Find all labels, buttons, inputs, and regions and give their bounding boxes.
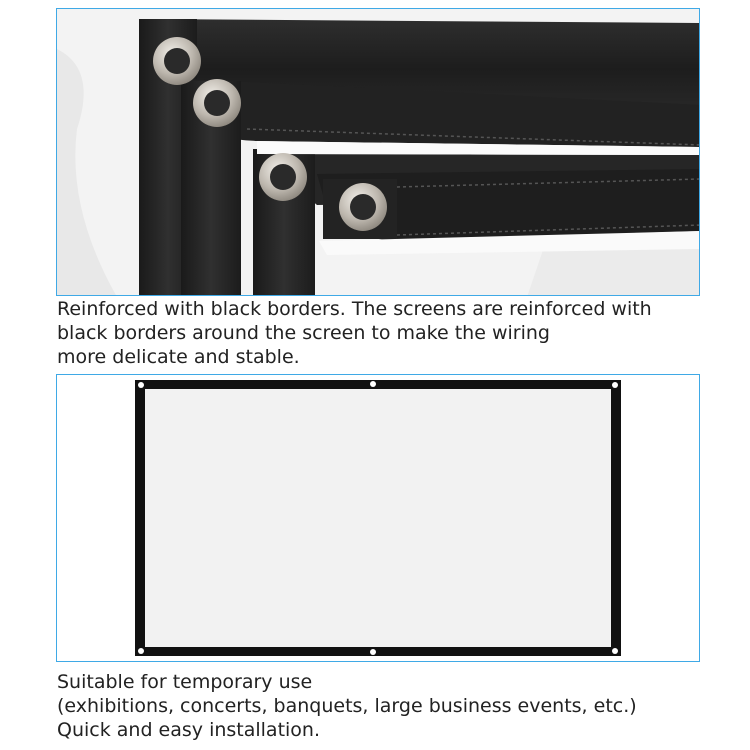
caption-line: more delicate and stable. [57,346,300,368]
grommet-icon [259,153,307,201]
border-closeup-photo [56,8,700,296]
usage-description [57,670,637,742]
grommet-icon [612,648,618,654]
caption-line: Reinforced with black borders. The screens are reinforced with [57,298,652,320]
grommet-icon [612,382,618,388]
grommet-icon [138,648,144,654]
screen-surface [145,389,611,647]
grommet-icon [138,382,144,388]
grommet-icon [370,649,376,655]
projection-screen-illustration [57,375,700,662]
grommet-icon [193,79,241,127]
projection-screen-photo [56,374,700,662]
grommet-icon [153,37,201,85]
grommet-icon [370,381,376,387]
caption-line: Quick and easy installation. [57,719,321,741]
border-closeup-illustration [57,9,700,296]
caption-line: Suitable for temporary use [57,671,313,693]
caption-line: (exhibitions, concerts, banquets, large business events, etc.) [57,695,637,717]
border-description [57,297,652,369]
caption-line: black borders around the screen to make the wiring [57,322,550,344]
grommet-icon [339,183,387,231]
